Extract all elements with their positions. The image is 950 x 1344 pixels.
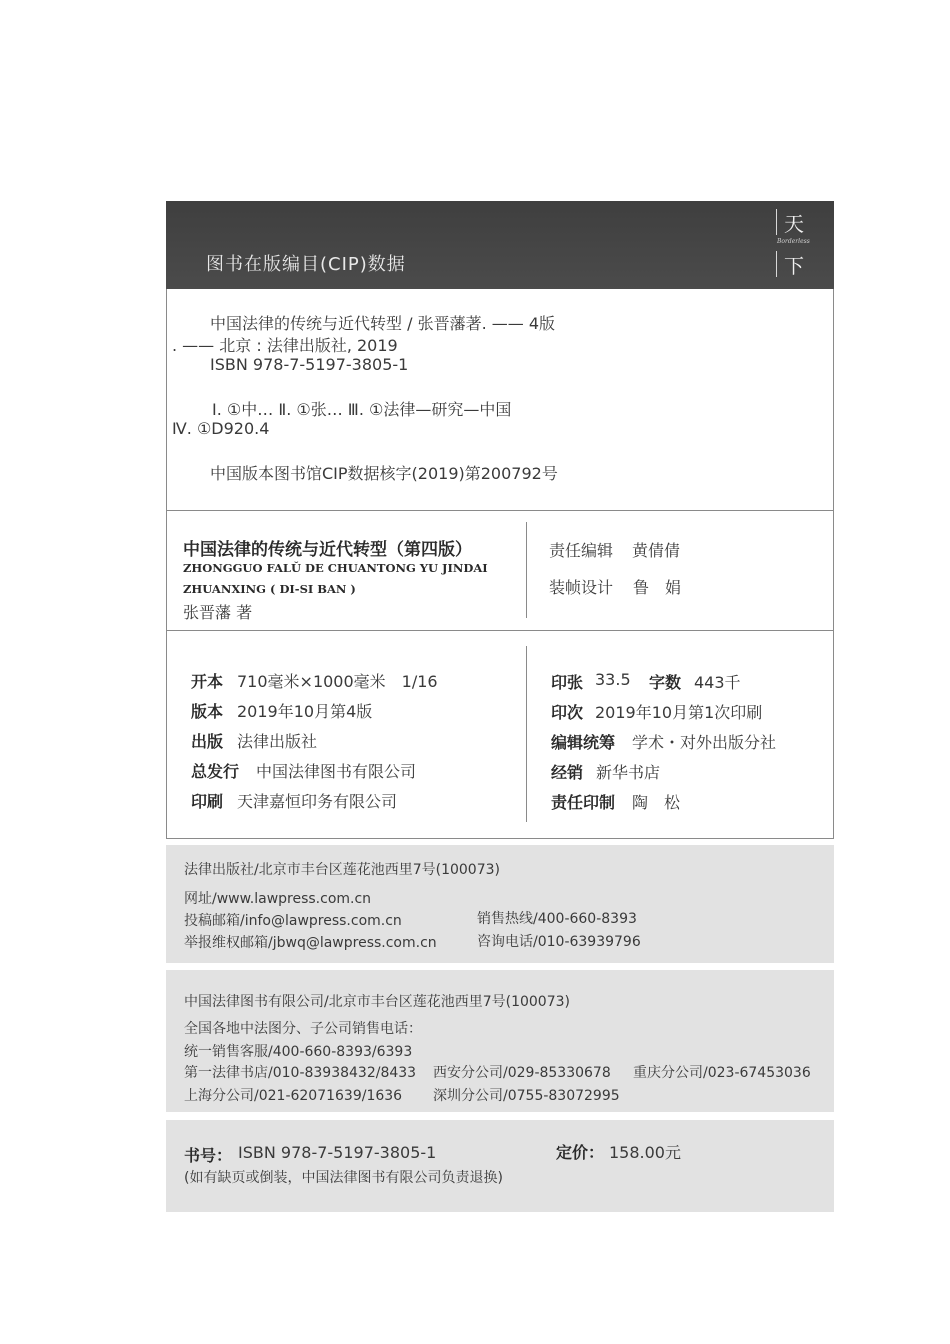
publisher-address: 法律出版社/北京市丰台区莲花池西里7号(100073): [184, 862, 500, 878]
publisher-consult-phone: 咨询电话/010-63939796: [477, 934, 641, 950]
distributor-unified-service: 统一销售客服/400-660-8393/6393: [184, 1044, 413, 1060]
price-label: 定价：: [556, 1143, 605, 1162]
divider: [526, 646, 527, 822]
spec-sheets-label: 印张: [551, 673, 584, 692]
spec-distributor-label: 经销: [551, 763, 584, 782]
book-title-cn: 中国法律的传统与近代转型（第四版）: [183, 540, 472, 560]
spec-format-label: 开本: [191, 672, 224, 691]
book-number-value: ISBN 978-7-5197-3805-1: [238, 1143, 437, 1162]
publisher-submission-email: 投稿邮箱/info@lawpress.com.cn: [184, 913, 402, 929]
spec-distributor-value: 新华书店: [596, 763, 661, 782]
distributor-branches-intro: 全国各地中法图分、子公司销售电话：: [184, 1021, 422, 1037]
spec-printing-value: 2019年10月第1次印刷: [595, 703, 763, 722]
spec-publisher-label: 出版: [191, 732, 224, 751]
spec-edition-value: 2019年10月第4版: [237, 702, 373, 721]
divider: [166, 630, 834, 631]
book-title-pinyin-cont: ZHUANXING ( DI-SI BAN ): [183, 582, 356, 596]
distributor-xian-branch: 西安分公司/029-85330678: [433, 1065, 611, 1081]
design-value: 鲁 娟: [633, 578, 682, 597]
distributor-shenzhen-branch: 深圳分公司/0755-83072995: [433, 1088, 620, 1104]
spec-words-label: 字数: [649, 673, 682, 692]
book-author: 张晋藩 著: [183, 603, 253, 622]
distributor-first-store: 第一法律书店/010-83938432/8433: [184, 1065, 417, 1081]
cip-line-subjects: Ⅰ. ①中… Ⅱ. ①张… Ⅲ. ①法律—研究—中国: [212, 400, 512, 419]
spec-edition-label: 版本: [191, 702, 224, 721]
logo-character-bottom: 下: [784, 254, 804, 278]
design-label: 装帧设计: [549, 578, 614, 597]
cip-line-classification: Ⅳ. ①D920.4: [172, 419, 270, 438]
distributor-chongqing-branch: 重庆分公司/023-67453036: [633, 1065, 811, 1081]
book-title-pinyin: ZHONGGUO FALŬ DE CHUANTONG YU JINDAI: [183, 561, 488, 575]
cip-line-isbn: ISBN 978-7-5197-3805-1: [210, 355, 409, 374]
price-value: 158.00元: [609, 1143, 681, 1162]
spec-printer-label: 印刷: [191, 792, 224, 811]
spec-editorial-value: 学术・对外出版分社: [632, 733, 777, 752]
editor-label: 责任编辑: [549, 541, 614, 560]
spec-printer-value: 天津嘉恒印务有限公司: [237, 792, 398, 811]
spec-sheets-value: 33.5: [595, 670, 631, 689]
footer-box: [166, 1120, 834, 1212]
publisher-report-email: 举报维权邮箱/jbwq@lawpress.com.cn: [184, 935, 437, 951]
spec-distribution-label: 总发行: [191, 762, 240, 781]
distributor-shanghai-branch: 上海分公司/021-62071639/1636: [184, 1088, 403, 1104]
divider: [166, 510, 834, 511]
cip-line-publisher: . —— 北京 : 法律出版社, 2019: [172, 336, 398, 355]
logo-subtitle: Borderless: [777, 238, 810, 245]
spec-print-responsible-value: 陶 松: [632, 793, 681, 812]
cip-title: 图书在版编目(CIP)数据: [206, 254, 406, 275]
cip-line-title: 中国法律的传统与近代转型 / 张晋藩著. —— 4版: [210, 314, 556, 333]
spec-editorial-label: 编辑统筹: [551, 733, 616, 752]
spec-words-value: 443千: [694, 673, 741, 692]
spec-printing-label: 印次: [551, 703, 584, 722]
book-number-label: 书号：: [184, 1146, 233, 1165]
spec-distribution-value: 中国法律图书有限公司: [256, 762, 417, 781]
spec-publisher-value: 法律出版社: [237, 732, 318, 751]
publisher-sales-hotline: 销售热线/400-660-8393: [477, 911, 637, 927]
spec-format-value: 710毫米×1000毫米 1/16: [237, 672, 438, 691]
cip-line-record-number: 中国版本图书馆CIP数据核字(2019)第200792号: [210, 464, 558, 483]
distributor-address: 中国法律图书有限公司/北京市丰台区莲花池西里7号(100073): [184, 994, 570, 1010]
divider: [526, 522, 527, 618]
spec-print-responsible-label: 责任印制: [551, 793, 616, 812]
editor-value: 黄倩倩: [632, 541, 681, 560]
logo-character-top: 天: [784, 212, 804, 236]
publisher-website: 网址/www.lawpress.com.cn: [184, 891, 372, 907]
return-policy-note: (如有缺页或倒装，中国法律图书有限公司负责退换): [184, 1170, 503, 1186]
